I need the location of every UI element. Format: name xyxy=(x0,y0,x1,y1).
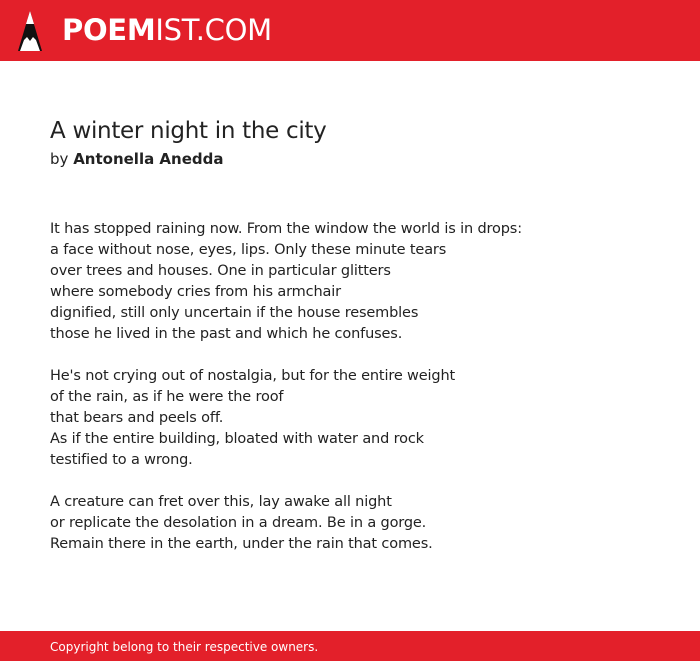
stanza xyxy=(50,492,670,555)
poem-line: It has stopped raining now. From the window the world is in drops: xyxy=(50,221,522,237)
poem-line: a face without nose, eyes, lips. Only these minute tears xyxy=(50,242,447,258)
poem-line: He's not crying out of nostalgia, but for the entire weight xyxy=(50,368,456,384)
poem-byline xyxy=(50,149,224,169)
poem-line: over trees and houses. One in particular glitters xyxy=(50,263,391,279)
poem-line: testified to a wrong. xyxy=(50,452,193,468)
poem-author: Antonella Anedda xyxy=(73,150,224,168)
poem-line: where somebody cries from his armchair xyxy=(50,284,341,300)
site-logo-text[interactable] xyxy=(62,12,272,48)
poem-line: A creature can fret over this, lay awake all night xyxy=(50,494,392,510)
poem-line: those he lived in the past and which he confuses. xyxy=(50,326,403,342)
stanza xyxy=(50,219,670,345)
poem-line: or replicate the desolation in a dream. Be in a gorge. xyxy=(50,515,427,531)
poem-line: Remain there in the earth, under the rain that comes. xyxy=(50,536,433,552)
site-header xyxy=(0,0,700,61)
brand-bold: POEM xyxy=(62,13,156,47)
poem-line: As if the entire building, bloated with water and rock xyxy=(50,431,424,447)
stanza xyxy=(50,366,670,471)
brand-light: IST.COM xyxy=(155,13,272,47)
poem-line: dignified, still only uncertain if the house resembles xyxy=(50,305,419,321)
copyright-text: Copyright belong to their respective owners. xyxy=(50,640,319,654)
byline-prefix: by xyxy=(50,150,69,168)
poem-line: that bears and peels off. xyxy=(50,410,224,426)
poem-line: of the rain, as if he were the roof xyxy=(50,389,284,405)
poem-body xyxy=(50,219,670,576)
poem-title: A winter night in the city xyxy=(50,118,327,144)
site-footer xyxy=(0,631,700,661)
pencil-icon[interactable] xyxy=(17,10,43,52)
